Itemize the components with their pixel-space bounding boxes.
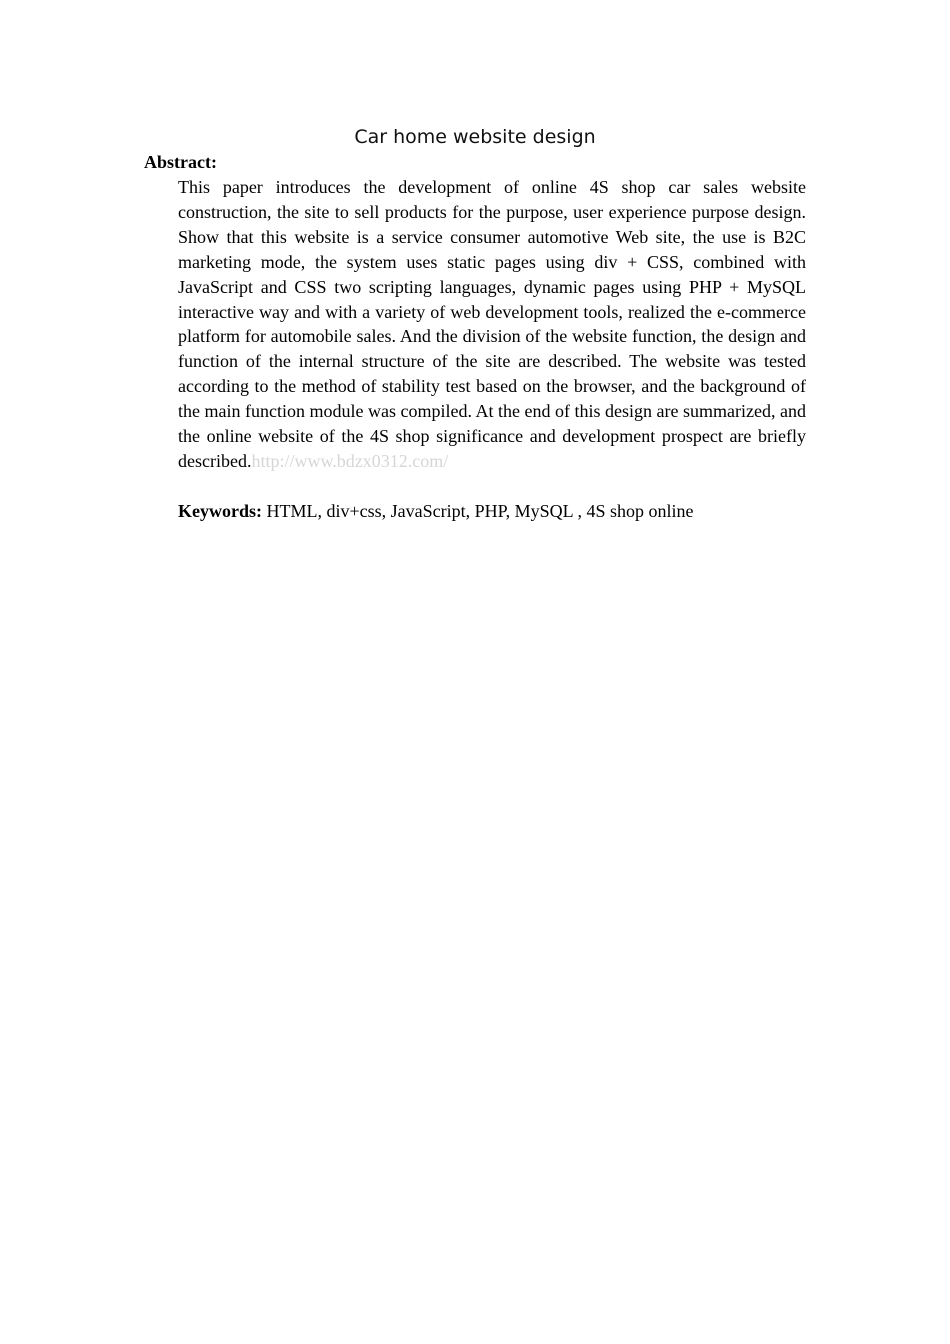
watermark-link[interactable]: http://www.bdzx0312.com/ bbox=[251, 450, 449, 471]
keywords-label: Keywords: bbox=[178, 501, 262, 521]
keywords-text: HTML, div+css, JavaScript, PHP, MySQL , 4S shop online bbox=[266, 501, 694, 521]
keywords-line bbox=[178, 499, 806, 523]
abstract-heading: Abstract: bbox=[144, 152, 217, 172]
abstract-body bbox=[178, 175, 806, 474]
page-title: Car home website design bbox=[354, 126, 596, 148]
abstract-text: This paper introduces the development of online 4S shop car sales website construction, the site to sell products for the purpose, user experience purpose design. Show that this website is a service consumer automotive Web site, the use is B2C marketing mode, the system uses static pages using div + CSS, combined with JavaScript and CSS two scripting languages, dynamic pages using PHP + MySQL interactive way and with a variety of web development tools, realized the e-commerce platform for automobile sales. And the division of the website function, the design and function of the internal structure of the site are described. The website was tested according to the method of stability test based on the browser, and the background of the main function module was compiled. At the end of this design are summarized, and the online website of the 4S shop significance and development prospect are briefly described. bbox=[178, 177, 806, 471]
